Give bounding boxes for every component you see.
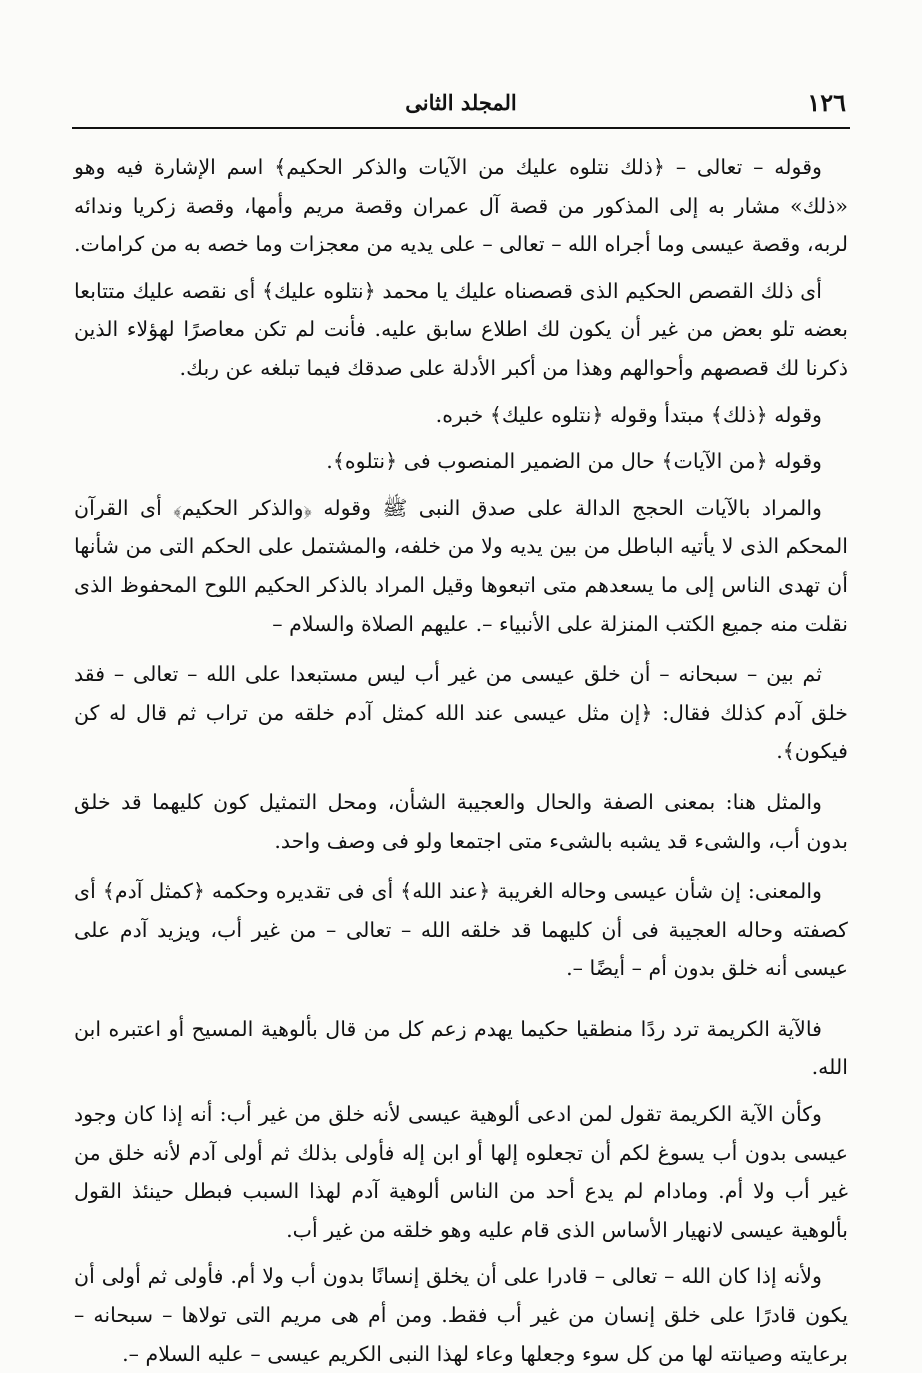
body-text — [74, 148, 848, 1373]
paragraph: ثم بين – سبحانه – أن خلق عيسى من غير أب ليس مستبعدا على الله – تعالى – فقد خلق آدم كذلك فقال: ﴿إن مثل عيسى عند الله كمثل آدم خلقه من تراب ثم قال له كن فيكون﴾. — [74, 662, 848, 764]
page-number: ١٢٦ — [807, 88, 846, 117]
header-rule — [72, 127, 850, 129]
paragraph: ولأنه إذا كان الله – تعالى – قادرا على أن يخلق إنسانًا بدون أب ولا أم. فأولى ثم أولى أن يكون قادرًا على خلق إنسان من غير أب فقط. ومن أم هى مريم التى تولاها – سبحانه – برعايته وصيانته لها من كل سوء وجعلها وعاء لهذا النبى الكريم عيسى – عليه السلام –. — [74, 1264, 848, 1366]
page-header — [74, 88, 848, 122]
paragraph: وقوله ﴿ذلك﴾ مبتدأ وقوله ﴿نتلوه عليك﴾ خبره. — [435, 402, 822, 427]
paragraph: وكأن الآية الكريمة تقول لمن ادعى ألوهية عيسى لأنه خلق من غير أب: أنه إذا كان وجود عيسى بدون أب يسوغ لكم أن تجعلوه إلها أو ابن إله فأولى بذلك ثم أولى آدم لأنه خلق من غير أب ولا أم. ومادام لم يدع أحد من الناس ألوهية آدم لهذا السبب فبطل حينئذ القول بألوهية عيسى لانهيار الأساس الذى قام عليه وهو خلقه من غير أب. — [74, 1102, 848, 1242]
running-head: المجلد الثانى — [405, 90, 517, 115]
paragraph: فالآية الكريمة ترد ردًا منطقيا حكيما يهدم زعم كل من قال بألوهية المسيح أو اعتبره ابن الله. — [74, 1016, 848, 1080]
paragraph: والمراد بالآيات الحجج الدالة على صدق النبى ﷺ وقوله ﴿والذكر الحكيم﴾ أى القرآن المحكم الذى لا يأتيه الباطل من بين يديه ولا من خلفه، والمشتمل على الحكم التى من شأنها أن تهدى الناس إلى ما يسعدهم متى اتبعوها وقيل المراد بالذكر الحكيم اللوح المحفوظ الذى نقلت منه جميع الكتب المنزلة على الأنبياء –. عليهم الصلاة والسلام – — [74, 495, 848, 636]
paragraph: وقوله – تعالى – ﴿ذلك نتلوه عليك من الآيات والذكر الحكيم﴾ اسم الإشارة فيه وهو «ذلك» مشار به إلى المذكور من قصة آل عمران وقصة مريم وأمها، وقصة زكريا وندائه لربه، وقصة عيسى وما أجراه الله – تعالى – على يديه من معجزات وما خصه به من كرامات. — [74, 155, 848, 257]
paragraph: والمعنى: إن شأن عيسى وحاله الغريبة ﴿عند الله﴾ أى فى تقديره وحكمه ﴿كمثل آدم﴾ أى كصفته وحاله العجيبة فى أن كليهما قد خلقه الله – تعالى – من غير أب، ويزيد آدم على عيسى أنه خلق بدون أم – أيضًا –. — [74, 879, 848, 981]
paragraph: أى ذلك القصص الحكيم الذى قصصناه عليك يا محمد ﴿نتلوه عليك﴾ أى نقصه عليك متتابعا بعضه تلو بعض من غير أن يكون لك اطلاع سابق عليه. فأنت لم تكن معاصرًا لهؤلاء الذين ذكرنا لك قصصهم وأحوالهم وهذا من أكبر الأدلة على صدقك فيما تبلغه عن ربك. — [74, 278, 848, 380]
paragraph: وقوله ﴿من الآيات﴾ حال من الضمير المنصوب فى ﴿نتلوه﴾. — [326, 449, 822, 474]
paragraph: والمثل هنا: بمعنى الصفة والحال والعجيبة الشأن، ومحل التمثيل كون كليهما قد خلق بدون أب، والشىء قد يشبه بالشىء متى اجتمعا ولو فى وصف واحد. — [74, 789, 848, 853]
